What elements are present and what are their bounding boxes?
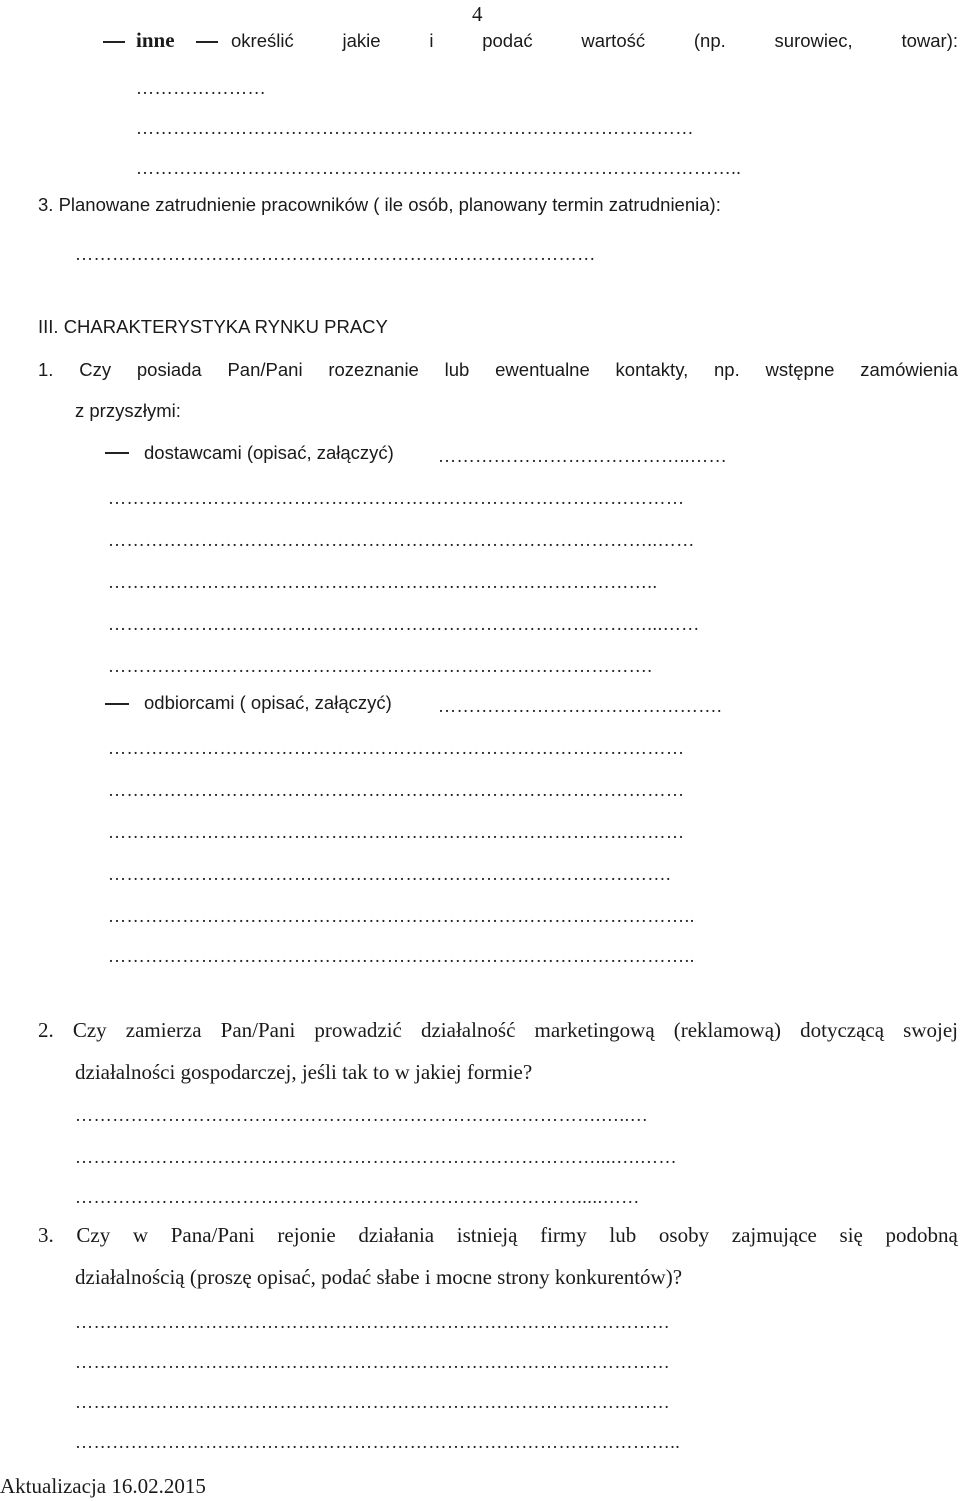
dash-bullet (105, 703, 129, 705)
question-3-line-1: 3. Czy w Pana/Pani rejonie działania istnieją firmy lub osoby zajmujące się podobną (38, 1223, 958, 1247)
dotted-line: ……………………………………………………………………………… (136, 118, 694, 138)
dotted-line: …………………………………………………………………………………… (75, 1352, 671, 1372)
dotted-line: ……………………………………………………………………….....…… (75, 1187, 640, 1207)
dotted-line: ………………………………………………………………………………….. (108, 906, 695, 926)
dotted-line: ………………………………………………………………………………… (108, 822, 685, 842)
update-date: Aktualizacja 16.02.2015 (0, 1474, 206, 1498)
dotted-line: …………………………………………………………………………….. (108, 572, 658, 592)
dotted-line: ……………………………………………………………………………..…… (108, 530, 695, 550)
dotted-line: ………………………………………………………………………………. (108, 864, 672, 884)
dash-bullet (105, 452, 129, 454)
dotted-line: ………………………………………………………………………………… (108, 780, 685, 800)
question-1-line-1: 1. Czy posiada Pan/Pani rozeznanie lub ewentualne kontakty, np. wstępne zamówienia (38, 359, 958, 380)
question-3-line-2: działalnością (proszę opisać, podać słabe i mocne strony konkurentów)? (75, 1265, 683, 1289)
dotted-line: ………………………………………………………………………….…..… (75, 1105, 649, 1125)
customers-label: odbiorcami ( opisać, załączyć) (144, 692, 392, 713)
dotted-line: ………………… (136, 78, 267, 98)
dash-separator (196, 41, 218, 43)
question-1-line-2: z przyszłymi: (75, 400, 181, 421)
dotted-line: …………………………………………………………………………………… (75, 1312, 671, 1332)
dotted-line: …………………………………………………………………………………….. (136, 158, 742, 178)
other-description: określić jakie i podać wartość (np. surowiec, towar): (231, 30, 958, 51)
dotted-line: ………………………………………………………………………………… (108, 738, 685, 758)
section-title: III. CHARAKTERYSTYKA RYNKU PRACY (38, 316, 388, 337)
dotted-line: …………………………………………………………………………………… (75, 1392, 671, 1412)
page-number: 4 (472, 2, 483, 26)
dotted-line: ………………………………………………………………………………… (108, 488, 685, 508)
dotted-line: ……………………………………………………………………………...…… (108, 614, 700, 634)
question-2-line-1: 2. Czy zamierza Pan/Pani prowadzić działalność marketingową (reklamową) dotyczącą swojej (38, 1018, 958, 1042)
dash-bullet (103, 41, 125, 43)
dotted-line: ……………………………………………………………………………. (108, 656, 653, 676)
item-3-employment: 3. Planowane zatrudnienie pracowników ( ile osób, planowany termin zatrudnienia): (38, 194, 721, 215)
question-2-line-2: działalności gospodarczej, jeśli tak to w jakiej formie? (75, 1060, 533, 1084)
dotted-line: …………………………………………………………………………………….. (75, 1432, 681, 1452)
dotted-line: ………………………………………………………………………… (75, 244, 596, 264)
dotted-line: ………………………………………. (438, 696, 723, 716)
suppliers-label: dostawcami (opisać, załączyć) (144, 442, 394, 463)
dotted-line: ………………………………………………………………………………….. (108, 946, 695, 966)
other-label: inne (136, 28, 175, 52)
dotted-line: …………………………………..…… (438, 446, 728, 466)
dotted-line: …………………………………………………………………………....….…… (75, 1147, 678, 1167)
